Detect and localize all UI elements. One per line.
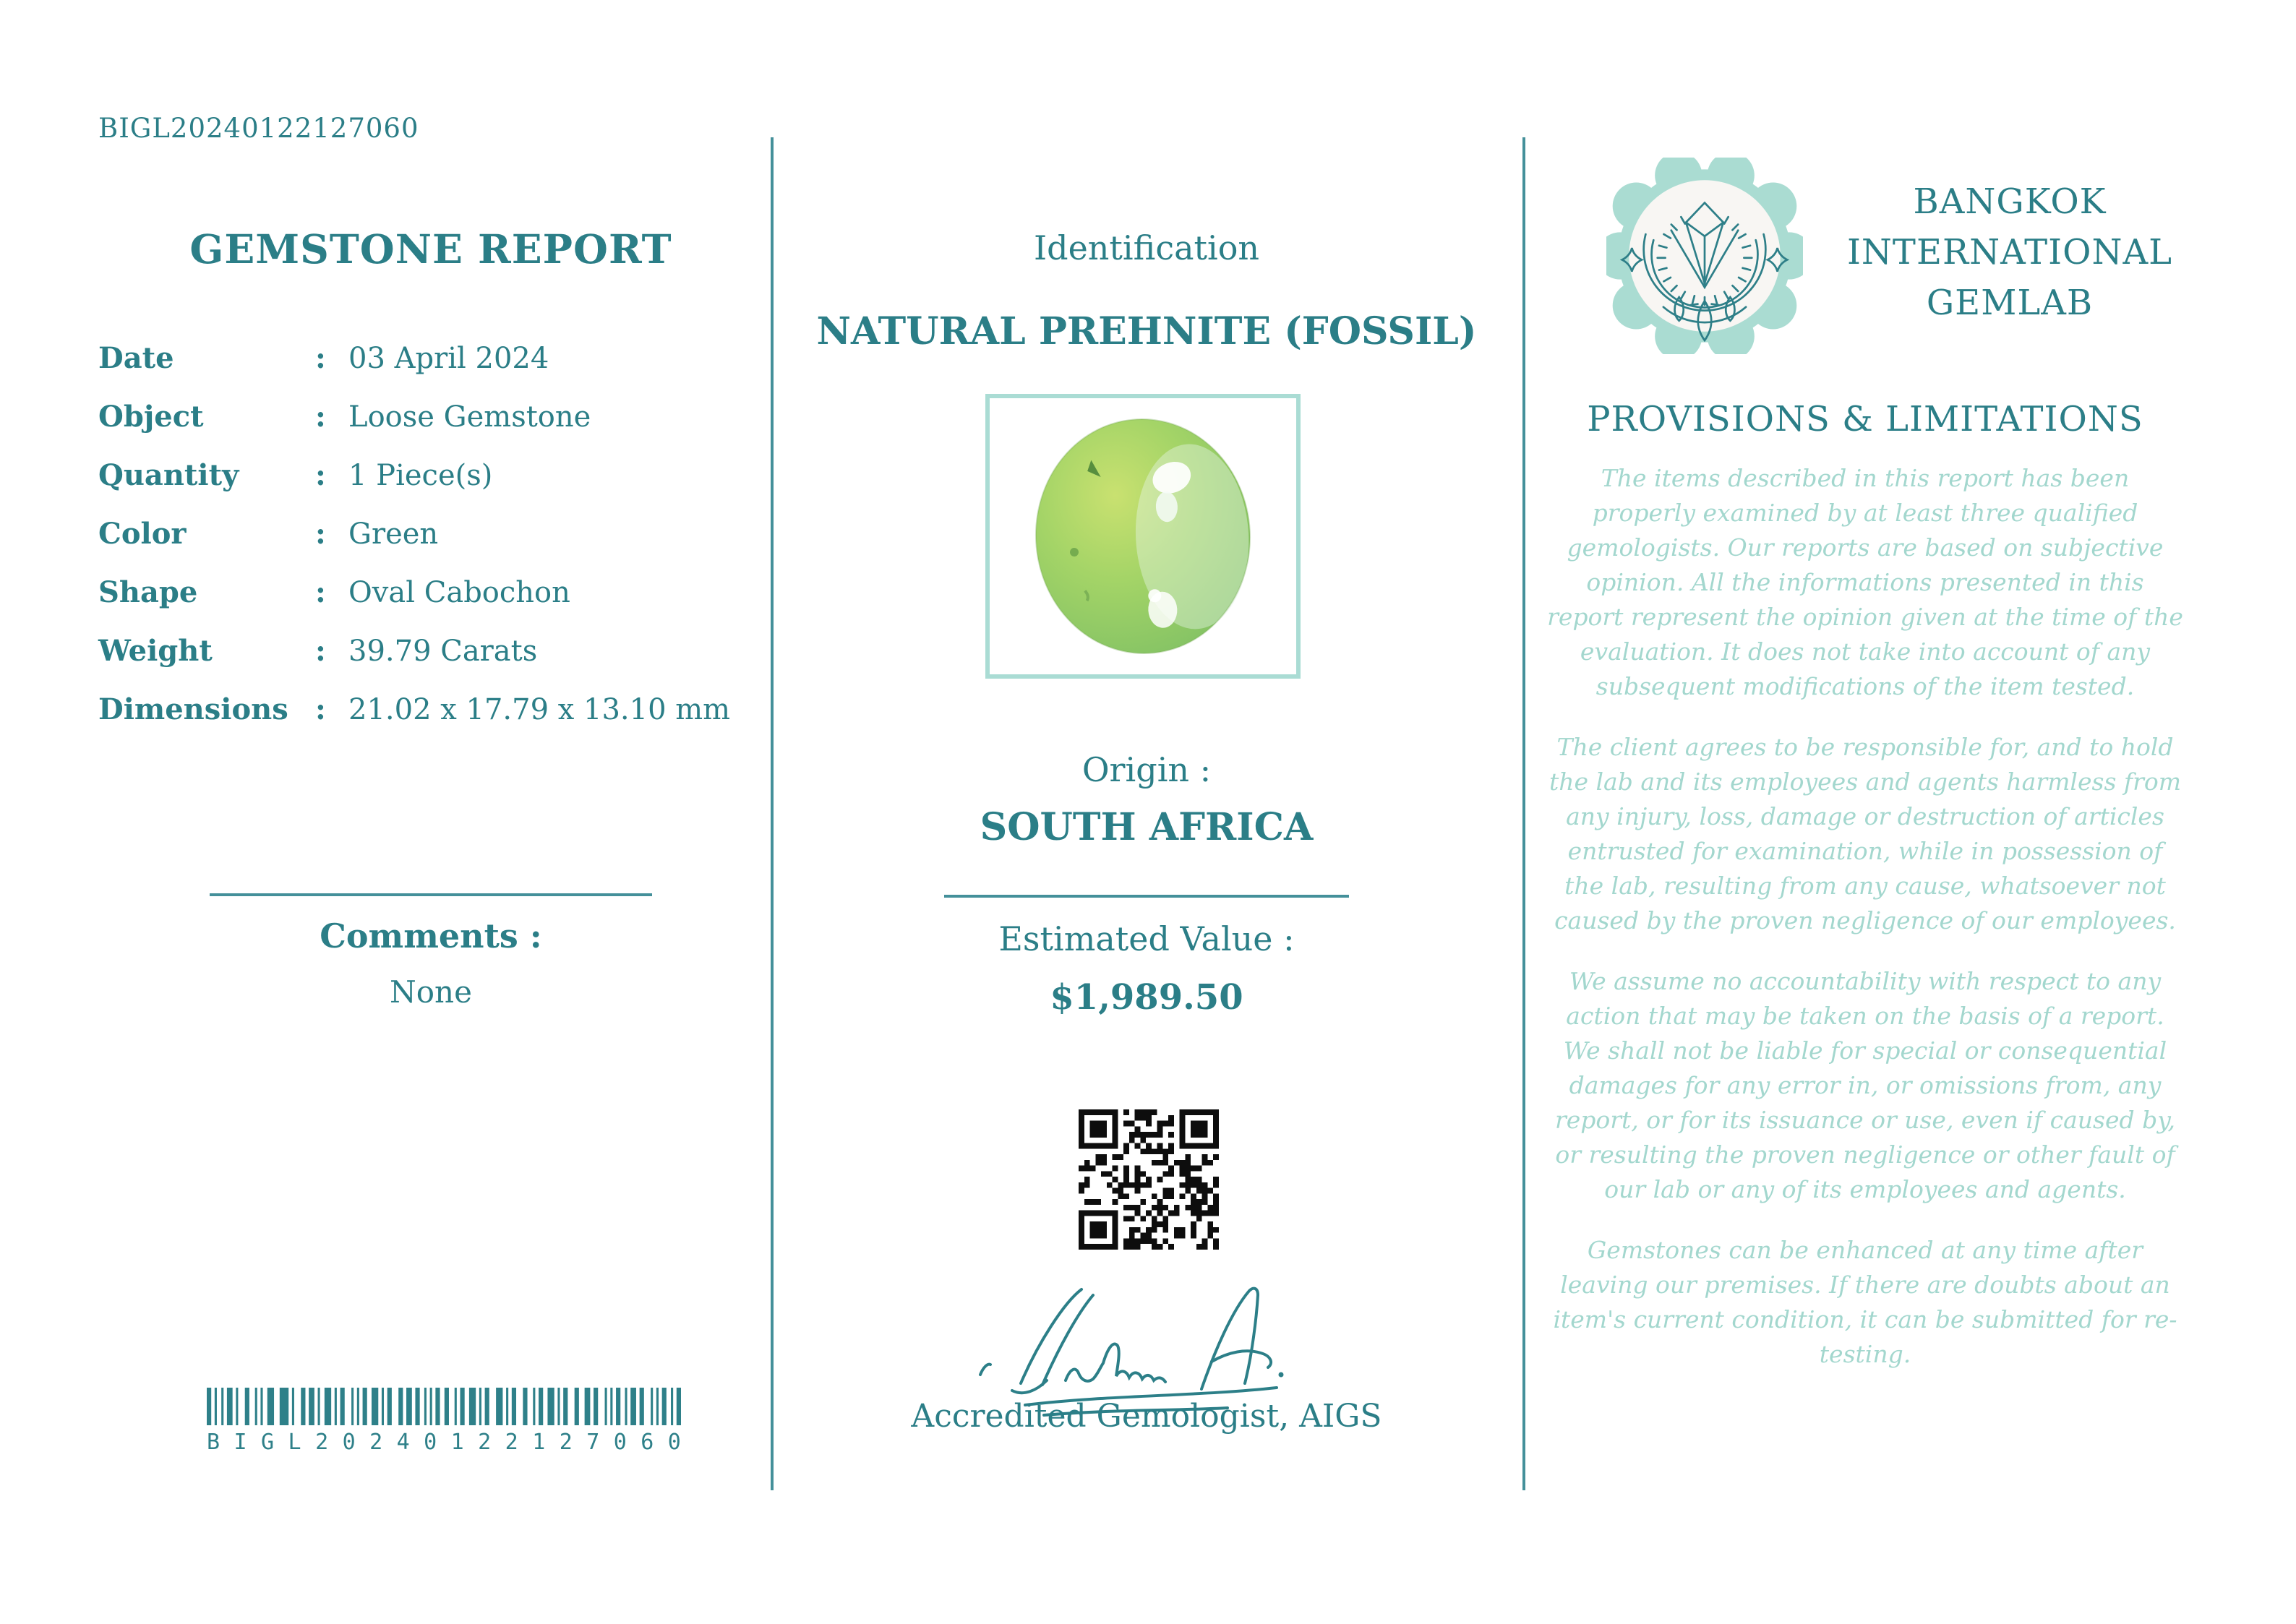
table-row [98,692,763,727]
barcode-text: B I G L 2 0 2 4 0 1 2 2 1 2 7 0 6 0 [207,1430,681,1455]
lab-name-line: GEMLAB [1926,283,2094,323]
field-separator: : [315,458,326,492]
field-value: 1 Piece(s) [348,459,493,492]
comments-divider [210,893,652,896]
origin-value: SOUTH AFRICA [980,805,1314,849]
field-value: 03 April 2024 [348,342,549,375]
field-separator: : [315,517,326,551]
identification-heading: Identification [1033,228,1260,267]
value-divider [944,895,1349,898]
table-row [98,458,763,493]
table-row [98,575,763,610]
barcode [207,1388,681,1455]
field-value: Green [348,517,439,551]
field-label: Color [98,517,187,551]
qr-code [1079,1109,1219,1250]
field-label: Dimensions [98,692,288,726]
report-number: BIGL20240122127060 [98,113,419,144]
column-divider-left [771,137,774,1490]
provisions-heading: PROVISIONS & LIMITATIONS [1587,399,2143,439]
lab-name-line: INTERNATIONAL [1846,232,2173,272]
field-label: Shape [98,575,198,609]
lab-name-line: BANGKOK [1913,181,2107,222]
field-separator: : [315,634,326,668]
lab-name [1807,176,2212,328]
field-label: Object [98,400,204,434]
estimated-value-amount: $1,989.50 [1050,977,1243,1018]
field-value: 39.79 Carats [348,635,538,668]
page-title: GEMSTONE REPORT [189,225,672,272]
field-separator: : [315,692,326,726]
gem-name: NATURAL PREHNITE (FOSSIL) [816,309,1477,353]
field-value: 21.02 x 17.79 x 13.10 mm [348,693,731,726]
provisions-paragraph: We assume no accountability with respect to any action that may be taken on the basis of a report. We shall not be liable for special or consequential damages for any error in, or omissions from, any report, or for its issuance or use, even if caused by, or resulting the proven negligence or other fault of our lab or any of its employees and agents. [1554,967,2176,1203]
gem-attributes-table [98,341,763,751]
comments-label: Comments : [320,916,542,955]
estimated-value-label: Estimated Value : [998,919,1295,958]
field-value: Loose Gemstone [348,400,591,434]
provisions-paragraph: Gemstones can be enhanced at any time after leaving our premises. If there are doubts about an item's current condition, it can be submitted for re-testing. [1553,1236,2177,1368]
table-row [98,400,763,434]
provisions-paragraph: The items described in this report has been properly examined by at least three qualified gemologists. Our reports are based on subjective opinion. All the informations presented in this report represent the opinion given at the time of the evaluation. It does not take into account of any subsequent modifications of the item tested. [1547,464,2183,700]
field-separator: : [315,575,326,609]
gem-photo [990,398,1296,674]
field-value: Oval Cabochon [348,576,570,609]
comments-value: None [390,974,472,1010]
field-label: Weight [98,634,213,668]
field-label: Quantity [98,458,239,492]
provisions-paragraph: The client agrees to be responsible for, and to hold the lab and its employees and agents harmless from any injury, loss, damage or destruction of articles entrusted for examination, while in possession of the lab, resulting from any cause, whatsoever not caused by the proven negligence of our employees. [1548,733,2182,935]
provisions-text [1547,461,2183,1398]
field-separator: : [315,341,326,375]
gem-photo-frame [985,394,1301,679]
field-label: Date [98,341,174,375]
barcode-bars [207,1388,681,1425]
table-row [98,634,763,669]
signatory-title: Accredited Gemologist, AIGS [911,1398,1382,1435]
table-row [98,517,763,551]
table-row [98,341,763,376]
lab-logo-icon [1606,158,1803,354]
field-separator: : [315,400,326,434]
origin-label: Origin : [1081,750,1212,789]
column-divider-right [1522,137,1525,1490]
